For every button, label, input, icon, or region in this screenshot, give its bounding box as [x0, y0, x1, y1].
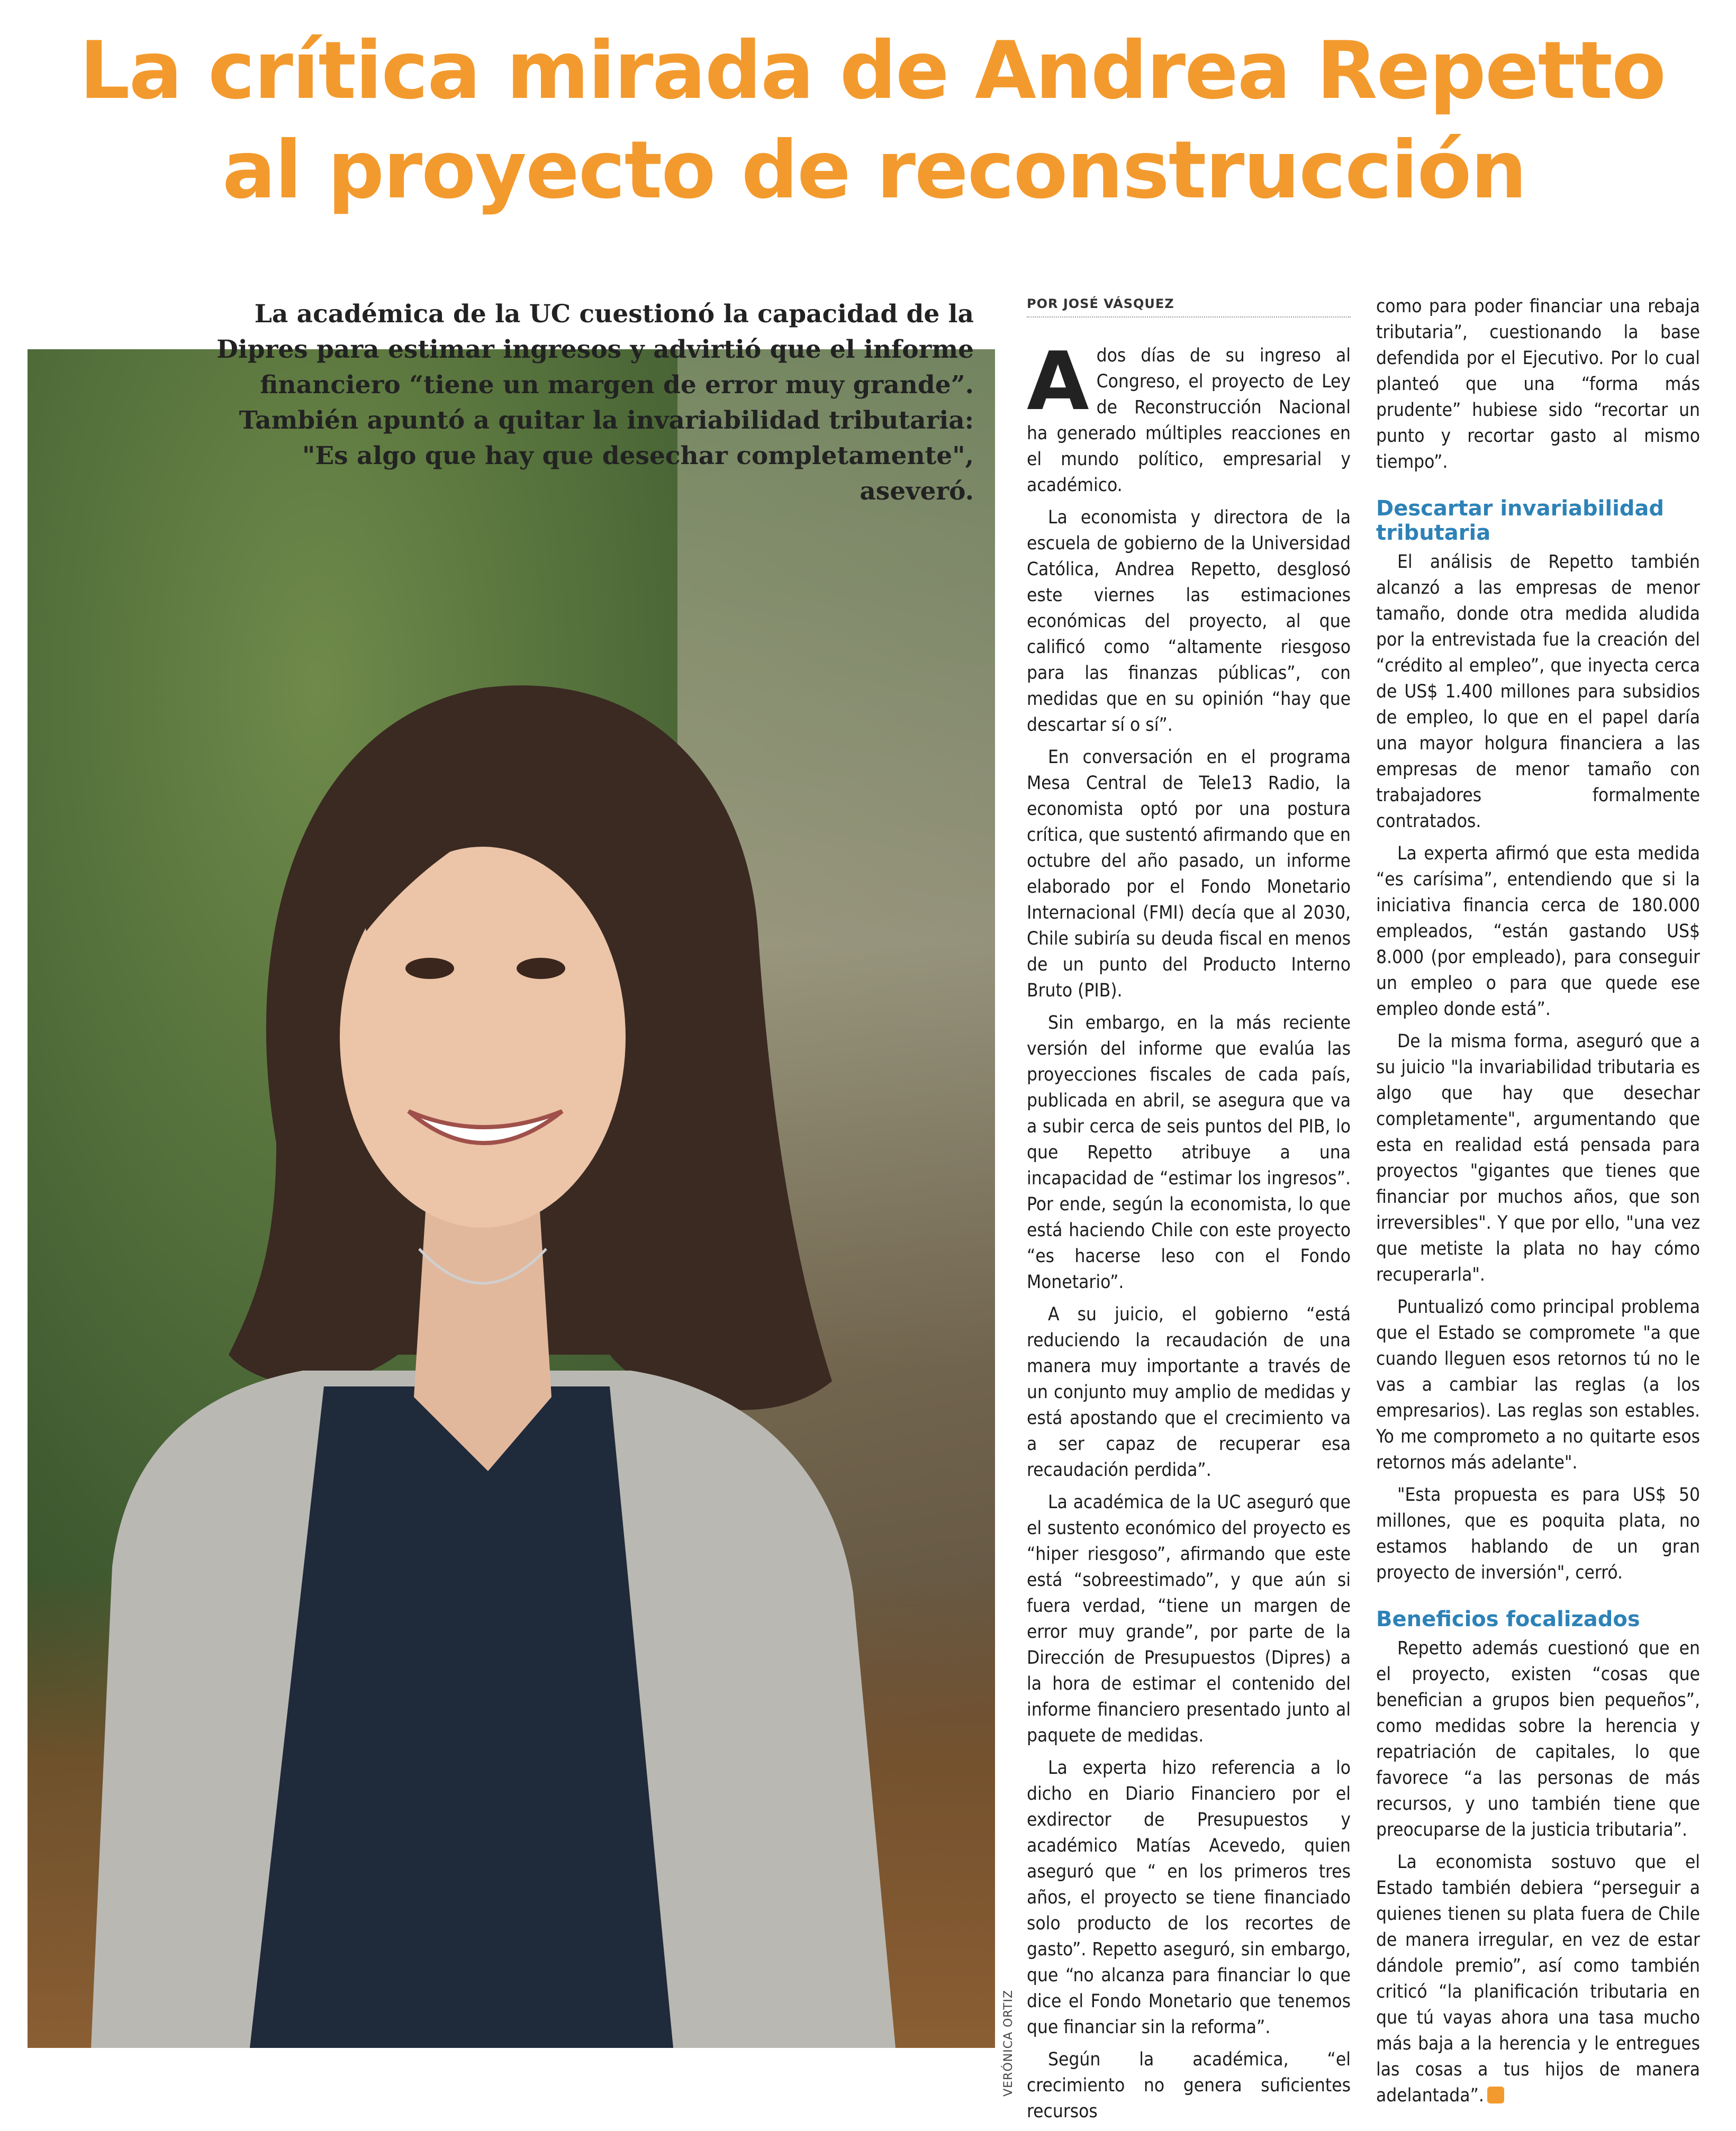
headline-line-2: al proyecto de reconstrucción: [222, 124, 1526, 216]
drop-cap: A: [1027, 334, 1089, 428]
portrait-photo: [28, 349, 995, 2048]
paragraph: La experta afirmó que esta medida “es carísima”, entendiendo que si la iniciativa financia cerca de 180.000 empleados, “están gastando US$ 8.000 (por empleado), para conseguir un empleo o para que quede ese empleo donde está”.: [1376, 843, 1700, 1020]
end-mark-icon: [1487, 2087, 1504, 2103]
headline: [79, 21, 1694, 220]
subhead-beneficios: Beneficios focalizados: [1376, 1607, 1640, 1631]
paragraph-last: La economista sostuvo que el Estado también debiera “perseguir a quienes tienen su plata fuera de Chile de manera irregular, en vez de estar dándole premio”, así como también criticó “la planificación tributaria en que tú vayas ahora una tasa mucho más baja a la herencia y le entregues las cosas a tus hijos de manera adelantada”.: [1376, 1852, 1700, 2106]
paragraph: Sin embargo, en la más reciente versión del informe que evalúa las proyecciones fiscales de cada país, publicada en abril, se asegura que va a subir cerca de seis puntos del PIB, lo que Repetto atribuye a una incapacidad de “estimar los ingresos”. Por ende, según la economista, lo que está haciendo Chile con este proyecto “es hacerse leso con el Fondo Monetario”.: [1027, 1012, 1351, 1293]
portrait-figure: [28, 349, 995, 2048]
subhead-invariabilidad: Descartar invariabilidad tributaria: [1376, 496, 1665, 545]
paragraph: El análisis de Repetto también alcanzó a las empresas de menor tamaño, donde otra medida aludida por la entrevistada fue la creación del “crédito al empleo”, que inyecta cerca de US$ 1.400 millones para subsidios de empleo, lo que en el papel daría una mayor holgura financiera a las empresas de menor tamaño con trabajadores formalmente contratados.: [1376, 551, 1700, 832]
paragraph: La economista y directora de la escuela de gobierno de la Universidad Católica, Andrea Repetto, desglosó este viernes las estimaciones económicas del proyecto, al que calificó como “altamente riesgoso para las finanzas públicas”, con medidas que en su opinión “hay que descartar sí o sí”.: [1027, 507, 1351, 736]
paragraph: La experta hizo referencia a lo dicho en Diario Financiero por el exdirector de Presupuestos y académico Matías Acevedo, quien aseguró que “ en los primeros tres años, el proyecto se tiene financiado solo producto de los recortes de gasto”. Repetto aseguró, sin embargo, que “no alcanza para financiar lo que dice el Fondo Monetario que tenemos que financiar sin la reforma”.: [1027, 1757, 1351, 2038]
paragraph: La académica de la UC aseguró que el sustento económico del proyecto es “hiper riesgoso”, afirmando que este está “sobreestimado”, y que aún si fuera verdad, “tiene un margen de error muy grande”, por parte de la Dirección de Presupuestos (Dipres) a la hora de estimar el contenido del informe financiero presentado junto al paquete de medidas.: [1027, 1492, 1351, 1746]
paragraph: Según la académica, “el crecimiento no genera suficientes recursos: [1027, 2049, 1351, 2122]
headline-line-1: La crítica mirada de Andrea Repetto: [79, 25, 1666, 117]
article-deck: La académica de la UC cuestionó la capacidad de la Dipres para estimar ingresos y advirtió que el informe financiero “tiene un margen de error muy grande”. También apuntó a quitar la invariabilidad tributaria: "Es algo que hay que desechar completamente", aseveró.: [216, 300, 974, 506]
paragraph: En conversación en el programa Mesa Central de Tele13 Radio, la economista optó por una postura crítica, que sustentó afirmando que en octubre del año pasado, un informe elaborado por el Fondo Monetario Internacional (FMI) decía que al 2030, Chile subiría su deuda fiscal en menos de un punto del Producto Interno Bruto (PIB).: [1027, 747, 1351, 1001]
paragraph: como para poder financiar una rebaja tributaria”, cuestionando la base defendida por el Ejecutivo. Por lo cual planteó que una “forma más prudente” hubiese sido “recortar un punto y recortar gasto al mismo tiempo”.: [1376, 296, 1700, 473]
photo-credit: VERÓNICA ORTIZ: [1002, 1990, 1015, 2097]
byline: POR JOSÉ VÁSQUEZ: [1027, 296, 1351, 318]
paragraph: De la misma forma, aseguró que a su juicio "la invariabilidad tributaria es algo que hay que desechar completamente", argumentando que esta en realidad está pensada para proyectos "gigantes que tienes que financiar por muchos años, que son irreversibles". Y que por ello, "una vez que metiste la plata no hay cómo recuperarla".: [1376, 1031, 1700, 1285]
paragraph: "Esta propuesta es para US$ 50 millones, que es poquita plata, no estamos hablando de un gran proyecto de inversión", cerró.: [1376, 1484, 1700, 1583]
paragraph: Repetto además cuestionó que en el proyecto, existen “cosas que benefician a grupos bien pequeños”, como medidas sobre la herencia y repatriación de capitales, lo que favorece “a las personas de más recursos, y uno también tiene que preocuparse de la justicia tributaria”.: [1376, 1638, 1700, 1840]
article-column-2: [1376, 294, 1700, 2115]
paragraph-1: A dos días de su ingreso al Congreso, el proyecto de Ley de Reconstrucción Nacional ha generado múltiples reacciones en el mundo político, empresarial y académico.: [1027, 334, 1351, 496]
paragraph: Puntualizó como principal problema que el Estado se compromete "a que cuando lleguen esos retornos tú no le vas a cambiar las reglas (a los empresarios). Las reglas son estables. Yo me comprometo a no quitarte esos retornos más adelante".: [1376, 1296, 1700, 1473]
article-column-1: [1027, 334, 1351, 2131]
paragraph: A su juicio, el gobierno “está reduciendo la recaudación de una manera muy importante a través de un conjunto muy amplio de medidas y está apostando que el crecimiento va a ser capaz de recuperar esa recaudación perdida”.: [1027, 1304, 1351, 1481]
